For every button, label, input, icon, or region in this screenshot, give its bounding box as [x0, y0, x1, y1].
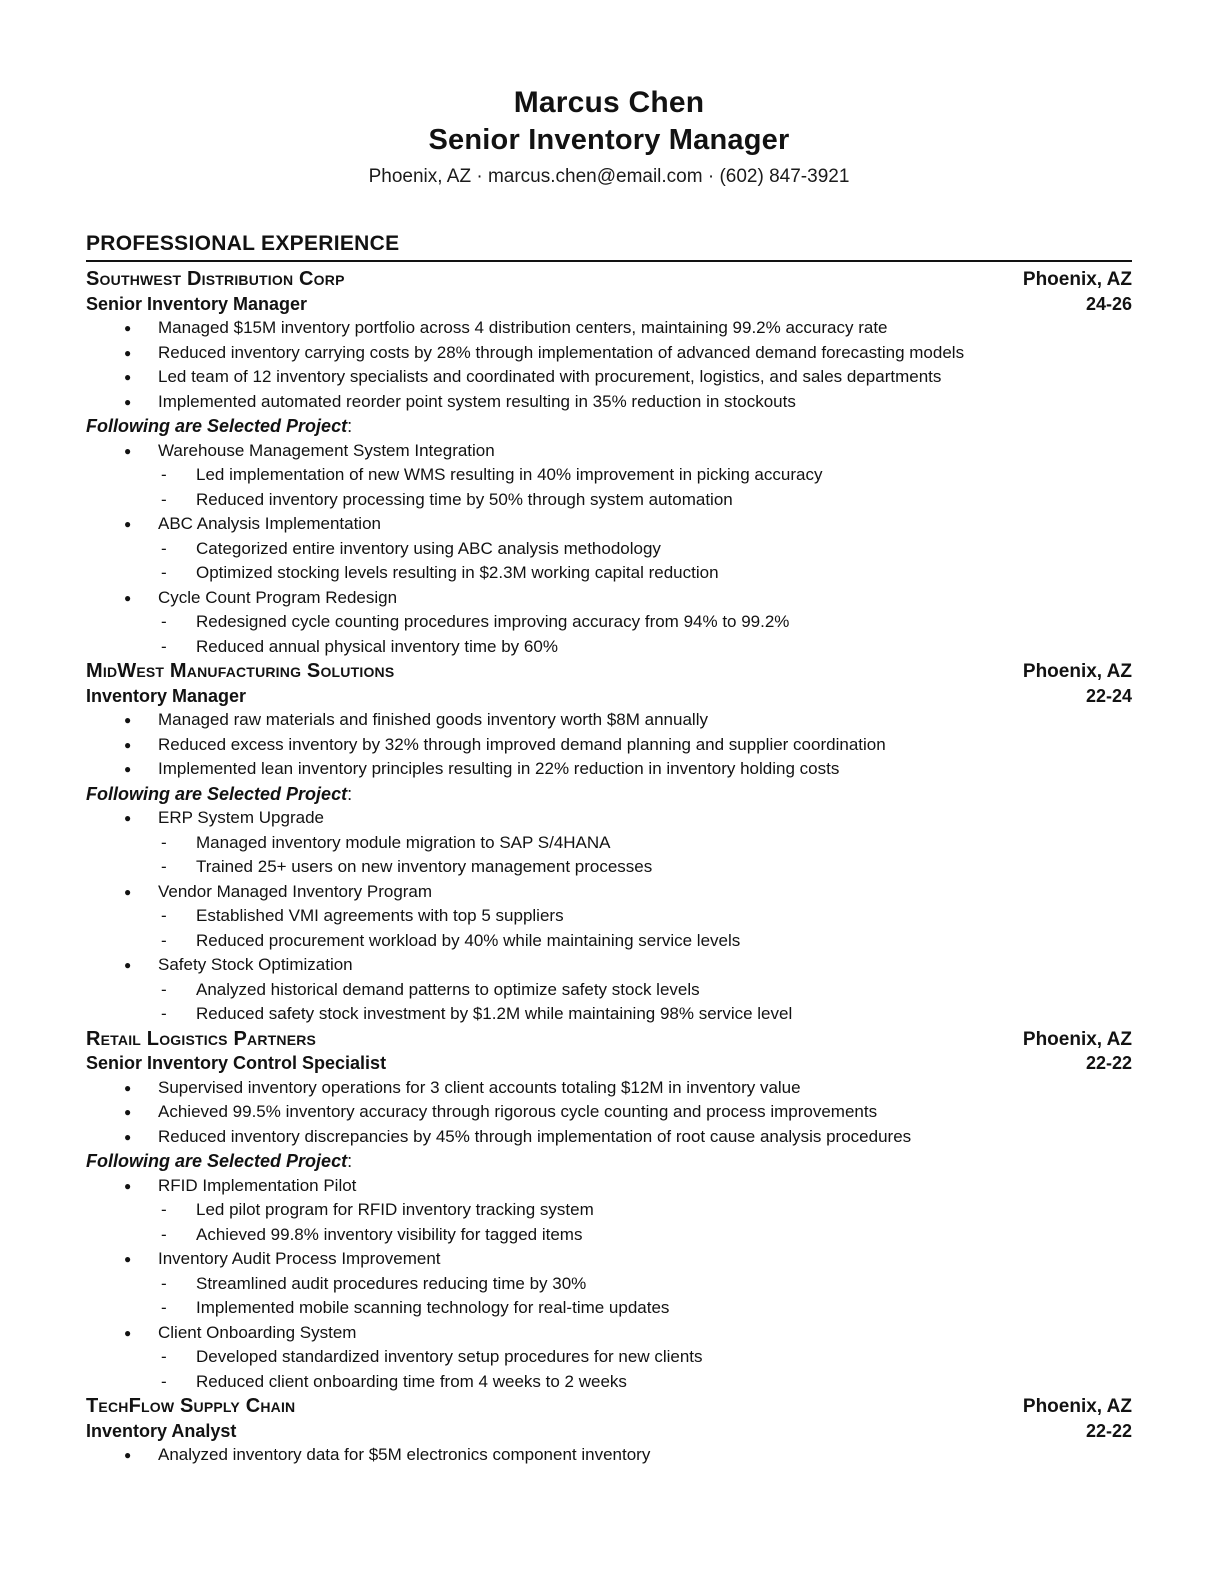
- project-name: [86, 1321, 1132, 1395]
- job-dates: 22-22: [1085, 1420, 1132, 1441]
- projects-label-text: Following are Selected Project: [86, 783, 348, 804]
- job-bullet-text: Managed $15M inventory portfolio across 4 distribution centers, maintaining 99.2% accuracy rate: [158, 318, 888, 337]
- job-bullet-text: Led team of 12 inventory specialists and coordinated with procurement, logistics, and sales departments: [158, 367, 942, 386]
- job-bullet-text: Implemented lean inventory principles resulting in 22% reduction in inventory holding costs: [158, 759, 840, 778]
- project-detail: [158, 1223, 594, 1248]
- dash-marker: -: [161, 465, 167, 484]
- project-detail-text: Categorized entire inventory using ABC analysis methodology: [196, 538, 661, 558]
- job-title-row: [86, 1419, 1132, 1444]
- project-name-text: ERP System Upgrade: [158, 808, 324, 827]
- project-name-text: Vendor Managed Inventory Program: [158, 881, 433, 901]
- project-detail: [158, 904, 740, 929]
- bullet-marker: ●: [124, 713, 132, 727]
- job-bullet-content: [158, 316, 888, 341]
- section-title: PROFESSIONAL EXPERIENCE: [86, 232, 1132, 262]
- dash-marker: -: [161, 1371, 167, 1391]
- job-bullet-content: [158, 733, 886, 758]
- job-bullets: [86, 1443, 1132, 1468]
- projects-list: [86, 439, 1132, 660]
- job-location: Phoenix, AZ: [1022, 1028, 1132, 1050]
- project-name-text: Safety Stock Optimization: [158, 955, 353, 974]
- bullet-marker: ●: [124, 1325, 132, 1340]
- dash-marker: -: [161, 1347, 167, 1366]
- bullet-marker: ●: [124, 1252, 132, 1266]
- project-name: [86, 586, 1132, 660]
- project-name: [86, 880, 1132, 954]
- dash-marker: -: [161, 1004, 167, 1023]
- project-detail-text: Achieved 99.8% inventory visibility for tagged items: [196, 1224, 583, 1244]
- dash-marker: -: [161, 538, 167, 558]
- dash-marker: -: [161, 857, 167, 876]
- project-details: [158, 1198, 594, 1247]
- project-detail-text: Redesigned cycle counting procedures improving accuracy from 94% to 99.2%: [196, 612, 790, 631]
- bullet-marker: ●: [124, 370, 132, 384]
- projects-list: [86, 806, 1132, 1027]
- project-name: [86, 512, 1132, 586]
- dash-marker: -: [161, 1224, 167, 1244]
- project-detail-text: Reduced inventory processing time by 50% through system automation: [196, 489, 733, 509]
- project-detail-text: Trained 25+ users on new inventory management processes: [196, 857, 653, 876]
- job-title: Inventory Manager: [86, 685, 247, 706]
- project-detail: [158, 1198, 594, 1223]
- job-bullet: [86, 708, 1132, 733]
- project-detail-text: Developed standardized inventory setup procedures for new clients: [196, 1347, 703, 1366]
- project-detail: [158, 978, 792, 1003]
- project-detail-text: Reduced client onboarding time from 4 weeks to 2 weeks: [196, 1371, 627, 1391]
- project-detail-text: Streamlined audit procedures reducing time by 30%: [196, 1273, 587, 1293]
- job-company-row: [86, 267, 1132, 292]
- bullet-marker: ●: [124, 443, 132, 458]
- project-name-content: [158, 512, 719, 586]
- person-name: Marcus Chen: [513, 86, 705, 119]
- job-bullets: [86, 1076, 1132, 1150]
- project-detail: [158, 488, 822, 513]
- dash-marker: -: [161, 930, 167, 950]
- job-entry: [86, 267, 1132, 659]
- job-bullet-text: Reduced excess inventory by 32% through improved demand planning and supplier coordination: [158, 734, 886, 754]
- company-name: MidWest Manufacturing Solutions: [86, 660, 395, 682]
- project-detail-text: Managed inventory module migration to SAP S/4HANA: [196, 832, 611, 852]
- job-bullet-content: [158, 365, 941, 390]
- dash-marker: -: [161, 979, 167, 999]
- job-title: Senior Inventory Control Specialist: [86, 1053, 387, 1073]
- dash-marker: -: [161, 906, 167, 925]
- project-detail-text: Reduced safety stock investment by $1.2M while maintaining 98% service level: [196, 1004, 793, 1023]
- job-bullet-text: Reduced inventory discrepancies by 45% through implementation of root cause analysis procedures: [158, 1126, 912, 1146]
- job-bullet-text: Implemented automated reorder point system resulting in 35% reduction in stockouts: [158, 391, 796, 411]
- job-dates: 22-24: [1085, 685, 1132, 706]
- job-bullet-content: [158, 708, 708, 733]
- dash-marker: -: [161, 563, 167, 582]
- bullet-marker: ●: [124, 517, 132, 531]
- company-name: Retail Logistics Partners: [86, 1027, 317, 1050]
- bullet-marker: ●: [124, 590, 132, 605]
- project-details: [158, 978, 792, 1027]
- job-title-row: [86, 1051, 1132, 1076]
- project-detail: [158, 537, 719, 562]
- job-bullet: [86, 757, 1132, 782]
- job-bullets: [86, 316, 1132, 414]
- project-name-text: Inventory Audit Process Improvement: [158, 1249, 441, 1268]
- bullet-marker: ●: [124, 321, 132, 335]
- job-company-row: [86, 1394, 1132, 1419]
- job-title: Inventory Analyst: [86, 1420, 237, 1441]
- project-detail: [158, 463, 822, 488]
- person-title: Senior Inventory Manager: [428, 124, 790, 156]
- job-bullet-content: [158, 757, 839, 782]
- jobs-container: [86, 267, 1132, 1468]
- project-detail-text: Analyzed historical demand patterns to optimize safety stock levels: [196, 979, 700, 999]
- project-detail: [158, 929, 740, 954]
- job-bullet-content: [158, 390, 796, 415]
- projects-list: [86, 1174, 1132, 1395]
- project-detail: [158, 1370, 703, 1395]
- project-detail-text: Reduced annual physical inventory time by 60%: [196, 636, 558, 656]
- project-detail: [158, 1002, 792, 1027]
- job-bullet: [86, 1125, 1132, 1150]
- projects-label-colon: :: [347, 1151, 353, 1171]
- job-bullet: [86, 1443, 1132, 1468]
- bullet-marker: ●: [124, 345, 132, 360]
- project-detail-text: Led implementation of new WMS resulting in 40% improvement in picking accuracy: [196, 465, 823, 484]
- job-bullet-text: Supervised inventory operations for 3 client accounts totaling $12M in inventory value: [158, 1077, 801, 1097]
- project-detail-text: Optimized stocking levels resulting in $2.3M working capital reduction: [196, 563, 719, 582]
- project-name: [86, 1174, 1132, 1248]
- contact-line: Phoenix, AZ · marcus.chen@email.com · (602) 847-3921: [368, 166, 850, 187]
- dash-marker: -: [161, 636, 167, 656]
- company-name: TechFlow Supply Chain: [86, 1395, 296, 1417]
- project-name-text: ABC Analysis Implementation: [158, 514, 381, 533]
- project-name-content: [158, 439, 822, 513]
- bullet-marker: ●: [124, 1105, 132, 1119]
- project-name-content: [158, 880, 740, 954]
- project-detail: [158, 561, 719, 586]
- company-name: Southwest Distribution Corp: [86, 268, 345, 290]
- bullet-marker: ●: [124, 1129, 132, 1144]
- project-detail-text: Established VMI agreements with top 5 suppliers: [196, 906, 564, 925]
- job-bullet: [86, 365, 1132, 390]
- bullet-marker: ●: [124, 1080, 132, 1095]
- dash-marker: -: [161, 612, 167, 631]
- project-name-text: RFID Implementation Pilot: [158, 1175, 357, 1195]
- job-bullet: [86, 390, 1132, 415]
- projects-label-text: Following are Selected Project: [86, 1151, 348, 1171]
- job-bullet-content: [158, 1076, 801, 1101]
- job-dates: 22-22: [1085, 1053, 1132, 1073]
- project-detail: [158, 831, 652, 856]
- job-title-row: [86, 292, 1132, 317]
- project-name: [86, 439, 1132, 513]
- job-entry: [86, 659, 1132, 1027]
- project-details: [158, 610, 789, 659]
- job-location: Phoenix, AZ: [1022, 1396, 1132, 1417]
- job-bullet-content: [158, 1100, 877, 1125]
- project-name-text: Cycle Count Program Redesign: [158, 587, 398, 607]
- project-detail: [158, 1345, 703, 1370]
- job-dates: 24-26: [1085, 293, 1132, 314]
- job-bullet: [86, 341, 1132, 366]
- projects-label: [86, 782, 1132, 807]
- project-details: [158, 1272, 669, 1321]
- bullet-marker: ●: [124, 811, 132, 825]
- job-title-row: [86, 684, 1132, 709]
- project-detail-text: Implemented mobile scanning technology for real-time updates: [196, 1298, 670, 1317]
- bullet-marker: ●: [124, 762, 132, 776]
- project-details: [158, 831, 652, 880]
- dash-marker: -: [161, 1273, 167, 1293]
- project-name-content: [158, 806, 652, 880]
- project-detail: [158, 610, 789, 635]
- job-bullet-text: Reduced inventory carrying costs by 28% through implementation of advanced demand forecasting models: [158, 342, 965, 362]
- project-name-content: [158, 953, 792, 1027]
- job-bullet: [86, 1076, 1132, 1101]
- resume-header: [86, 84, 1132, 189]
- project-details: [158, 904, 740, 953]
- project-details: [158, 537, 719, 586]
- project-name-text: Client Onboarding System: [158, 1322, 357, 1342]
- project-details: [158, 1345, 703, 1394]
- dash-marker: -: [161, 489, 167, 509]
- project-name-content: [158, 586, 789, 660]
- bullet-marker: ●: [124, 1178, 132, 1193]
- job-location: Phoenix, AZ: [1022, 269, 1132, 290]
- job-company-row: [86, 1027, 1132, 1052]
- project-details: [158, 463, 822, 512]
- project-detail: [158, 635, 789, 660]
- job-title: Senior Inventory Manager: [86, 293, 308, 314]
- job-bullet: [86, 316, 1132, 341]
- bullet-marker: ●: [124, 884, 132, 899]
- job-bullet-text: Achieved 99.5% inventory accuracy through rigorous cycle counting and process improvements: [158, 1102, 878, 1121]
- job-bullet-text: Managed raw materials and finished goods inventory worth $8M annually: [158, 710, 708, 729]
- dash-marker: -: [161, 1298, 167, 1317]
- project-detail: [158, 1272, 669, 1297]
- dash-marker: -: [161, 1200, 167, 1219]
- project-name: [86, 1247, 1132, 1321]
- project-name-content: [158, 1247, 669, 1321]
- job-company-row: [86, 659, 1132, 684]
- job-bullet-content: [158, 1443, 650, 1468]
- project-name: [86, 806, 1132, 880]
- bullet-marker: ●: [124, 737, 132, 752]
- projects-label: [86, 1149, 1132, 1174]
- job-location: Phoenix, AZ: [1022, 661, 1132, 682]
- experience-section: [86, 232, 1132, 1468]
- job-bullet-content: [158, 1125, 911, 1150]
- project-detail: [158, 855, 652, 880]
- job-bullets: [86, 708, 1132, 782]
- job-bullet-content: [158, 341, 964, 366]
- projects-label-colon: :: [347, 416, 353, 436]
- project-name-text: Warehouse Management System Integration: [158, 440, 495, 460]
- bullet-marker: ●: [124, 1448, 132, 1462]
- job-bullet: [86, 733, 1132, 758]
- project-name-content: [158, 1321, 703, 1395]
- bullet-marker: ●: [124, 958, 132, 972]
- project-detail: [158, 1296, 669, 1321]
- project-name: [86, 953, 1132, 1027]
- job-entry: [86, 1027, 1132, 1395]
- projects-label-text: Following are Selected Project: [86, 416, 348, 436]
- projects-label: [86, 414, 1132, 439]
- job-bullet: [86, 1100, 1132, 1125]
- project-name-content: [158, 1174, 594, 1248]
- job-bullet-text: Analyzed inventory data for $5M electronics component inventory: [158, 1445, 651, 1464]
- dash-marker: -: [161, 832, 167, 852]
- bullet-marker: ●: [124, 394, 132, 409]
- projects-label-colon: :: [347, 783, 353, 804]
- project-detail-text: Reduced procurement workload by 40% while maintaining service levels: [196, 930, 741, 950]
- project-detail-text: Led pilot program for RFID inventory tracking system: [196, 1200, 594, 1219]
- job-entry: [86, 1394, 1132, 1468]
